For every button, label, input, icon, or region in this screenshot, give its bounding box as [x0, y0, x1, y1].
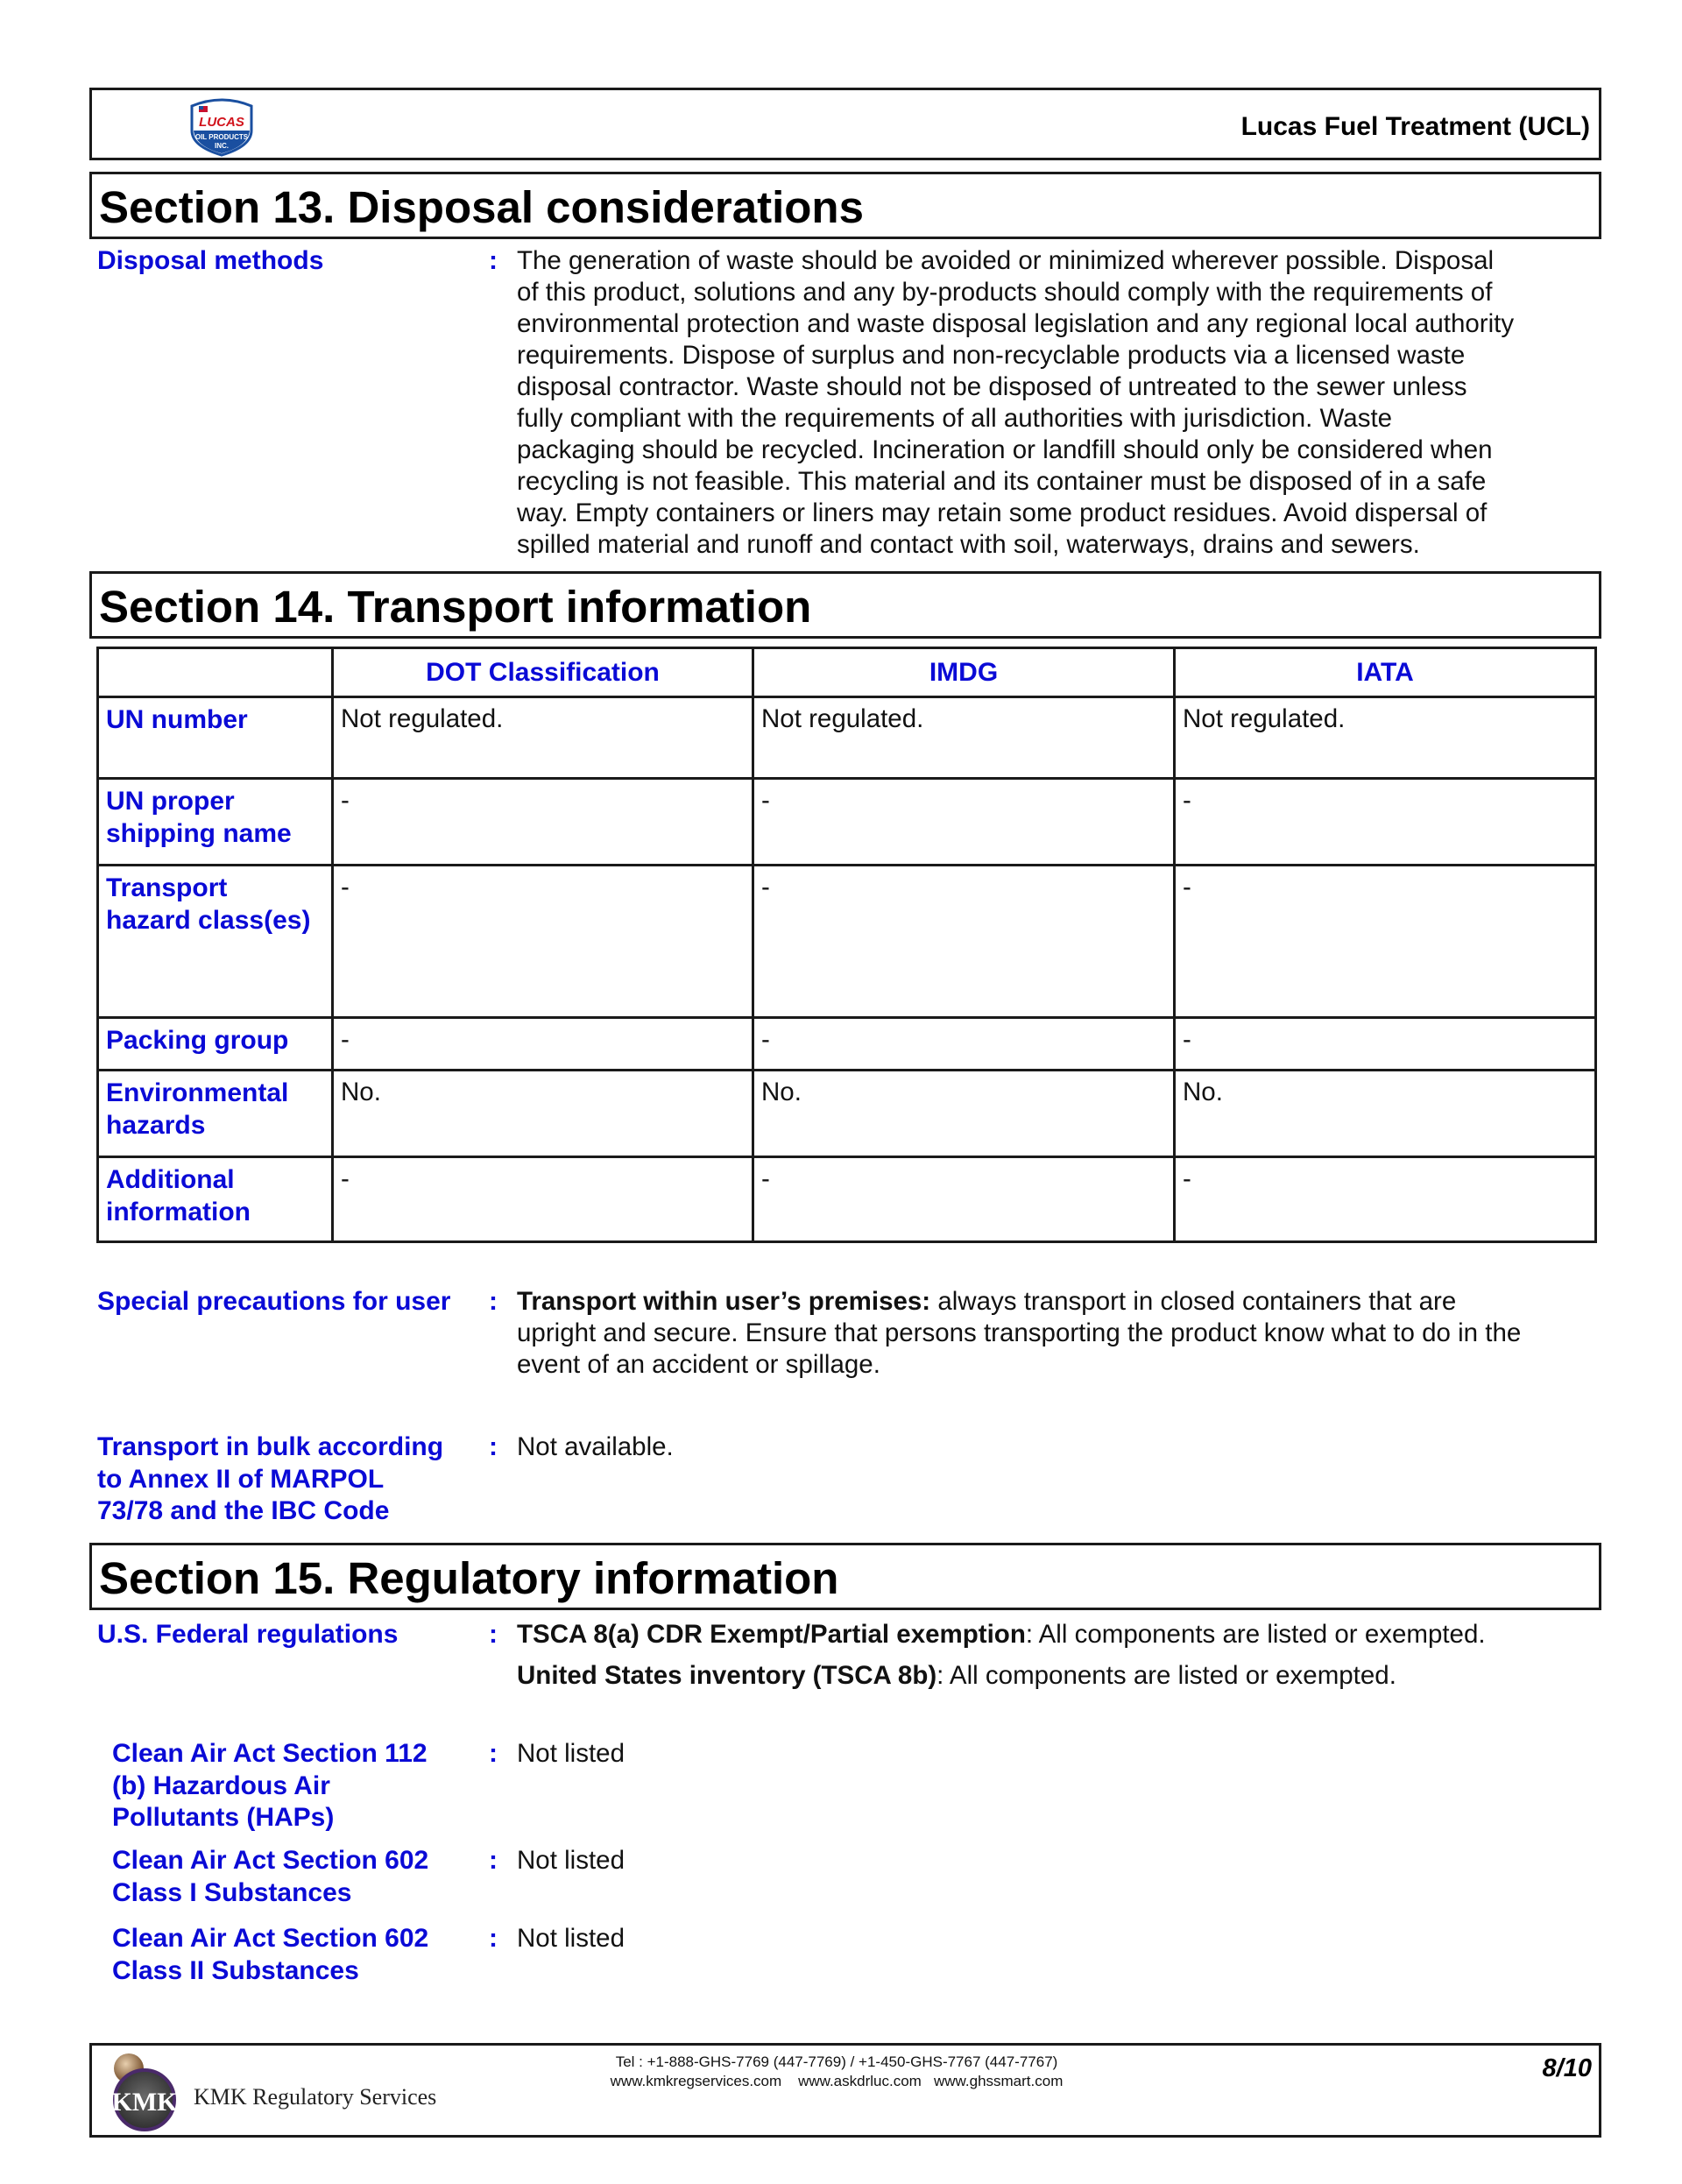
table-cell: - [753, 1157, 1175, 1242]
svg-text:INC.: INC. [215, 142, 229, 150]
column-header-iata: IATA [1175, 648, 1596, 697]
page-number: 8/10 [1542, 2054, 1592, 2082]
transport-table [96, 647, 1597, 1243]
table-cell: - [1175, 1157, 1596, 1242]
table-cell: - [333, 779, 753, 866]
product-name: Lucas Fuel Treatment (UCL) [1240, 112, 1590, 141]
table-cell: - [333, 866, 753, 1018]
row-label-packing-group: Packing group [98, 1018, 333, 1071]
disposal-methods-text: The generation of waste should be avoided or minimized wherever possible. Disposal of this product, solutions and any by-products should comply with the requirements of environmental protection and waste disposal legislation and any regional local authority requirements. Dispose of surplus and non-recyclable products via a licensed waste disposal contractor. Waste should not be disposed of untreated to the sewer unless fully compliant with the requirements of all authorities with jurisdiction. Waste packaging should be recycled. Incineration or landfill should only be considered when recycling is not feasible. This material and its container must be disposed of in a safe way. Empty containers or liners may retain some product residues. Avoid dispersal of spilled material and runoff and contact with soil, waterways, drains and sewers. [517, 246, 1515, 559]
table-cell: Not regulated. [753, 697, 1175, 779]
table-cell: - [1175, 1018, 1596, 1071]
kmk-globe-icon [110, 2049, 188, 2133]
colon: : [489, 1620, 498, 1649]
table-cell: No. [1175, 1071, 1596, 1157]
table-row [98, 1071, 1596, 1157]
section-title: Section 13. Disposal considerations [99, 182, 864, 232]
section-title: Section 14. Transport information [99, 582, 812, 632]
table-cell: No. [753, 1071, 1175, 1157]
table-header-row [98, 648, 1596, 697]
kmk-logo [110, 2049, 188, 2133]
table-row [98, 1157, 1596, 1242]
table-row [98, 697, 1596, 779]
colon: : [489, 246, 498, 275]
table-cell: - [1175, 866, 1596, 1018]
section-14-header [89, 571, 1601, 639]
us-federal-line-2: United States inventory (TSCA 8b): All components are listed or exempted. [517, 1661, 1396, 1690]
caa-602-class-1-value: Not listed [517, 1846, 625, 1875]
disposal-methods-label: Disposal methods [97, 246, 324, 275]
table-cell: - [333, 1157, 753, 1242]
table-cell: Not regulated. [1175, 697, 1596, 779]
us-federal-label: U.S. Federal regulations [97, 1620, 399, 1649]
colon: : [489, 1287, 498, 1316]
column-header-dot: DOT Classification [333, 648, 753, 697]
special-precautions-label: Special precautions for user [97, 1287, 451, 1316]
caa-602-class-2-label: Clean Air Act Section 602 Class II Substances [112, 1924, 429, 1985]
caa-112-value: Not listed [517, 1739, 625, 1768]
svg-text:OIL PRODUCTS: OIL PRODUCTS [194, 133, 249, 141]
caa-112-label: Clean Air Act Section 112 (b) Hazardous Air Pollutants (HAPs) [112, 1739, 428, 1832]
colon: : [489, 1739, 498, 1768]
section-13-header [89, 172, 1601, 239]
special-precautions-lead: Transport within user’s premises: [517, 1287, 931, 1316]
column-header-empty [98, 648, 333, 697]
table-row [98, 1018, 1596, 1071]
footer-tel: Tel : +1-888-GHS-7769 (447-7769) / +1-450-GHS-7767 (447-7767) [615, 2053, 1058, 2070]
colon: : [489, 1432, 498, 1461]
section-15-header [89, 1543, 1601, 1610]
colon: : [489, 1846, 498, 1875]
svg-text:LUCAS: LUCAS [199, 115, 244, 130]
caa-602-class-2-value: Not listed [517, 1924, 625, 1953]
row-label-un-number: UN number [98, 697, 333, 779]
column-header-imdg: IMDG [753, 648, 1175, 697]
colon: : [489, 1924, 498, 1953]
table-cell: No. [333, 1071, 753, 1157]
table-row [98, 866, 1596, 1018]
lucas-oil-logo [187, 95, 257, 159]
footer-websites: www.kmkregservices.com www.askdrluc.com www.ghssmart.com [610, 2073, 1064, 2089]
row-label-un-proper-shipping-name: UN proper shipping name [98, 779, 333, 866]
svg-text:KMK: KMK [111, 2088, 178, 2117]
caa-602-class-1-label: Clean Air Act Section 602 Class I Substances [112, 1846, 429, 1907]
table-cell: - [1175, 779, 1596, 866]
table-cell: - [753, 1018, 1175, 1071]
section-title: Section 15. Regulatory information [99, 1553, 839, 1603]
table-cell: - [333, 1018, 753, 1071]
row-label-additional-information: Additional information [98, 1157, 333, 1242]
transport-bulk-label: Transport in bulk according to Annex II of MARPOL 73/78 and the IBC Code [97, 1432, 444, 1525]
row-label-environmental-hazards: Environmental hazards [98, 1071, 333, 1157]
kmk-company-name: KMK Regulatory Services [194, 2084, 437, 2110]
table-cell: - [753, 779, 1175, 866]
page-header [89, 88, 1601, 160]
row-label-transport-hazard-class: Transport hazard class(es) [98, 866, 333, 1018]
table-row [98, 779, 1596, 866]
table-cell: - [753, 866, 1175, 1018]
lucas-shield-icon [187, 95, 257, 159]
special-precautions-text: Transport within user’s premises: always transport in closed containers that are upright and secure. Ensure that persons transporting the product know what to do in the event of an accident or spillage. [517, 1287, 1522, 1379]
us-federal-line-1: TSCA 8(a) CDR Exempt/Partial exemption: All components are listed or exempted. [517, 1620, 1486, 1649]
transport-bulk-value: Not available. [517, 1432, 674, 1461]
page-footer [89, 2043, 1601, 2138]
table-cell: Not regulated. [333, 697, 753, 779]
